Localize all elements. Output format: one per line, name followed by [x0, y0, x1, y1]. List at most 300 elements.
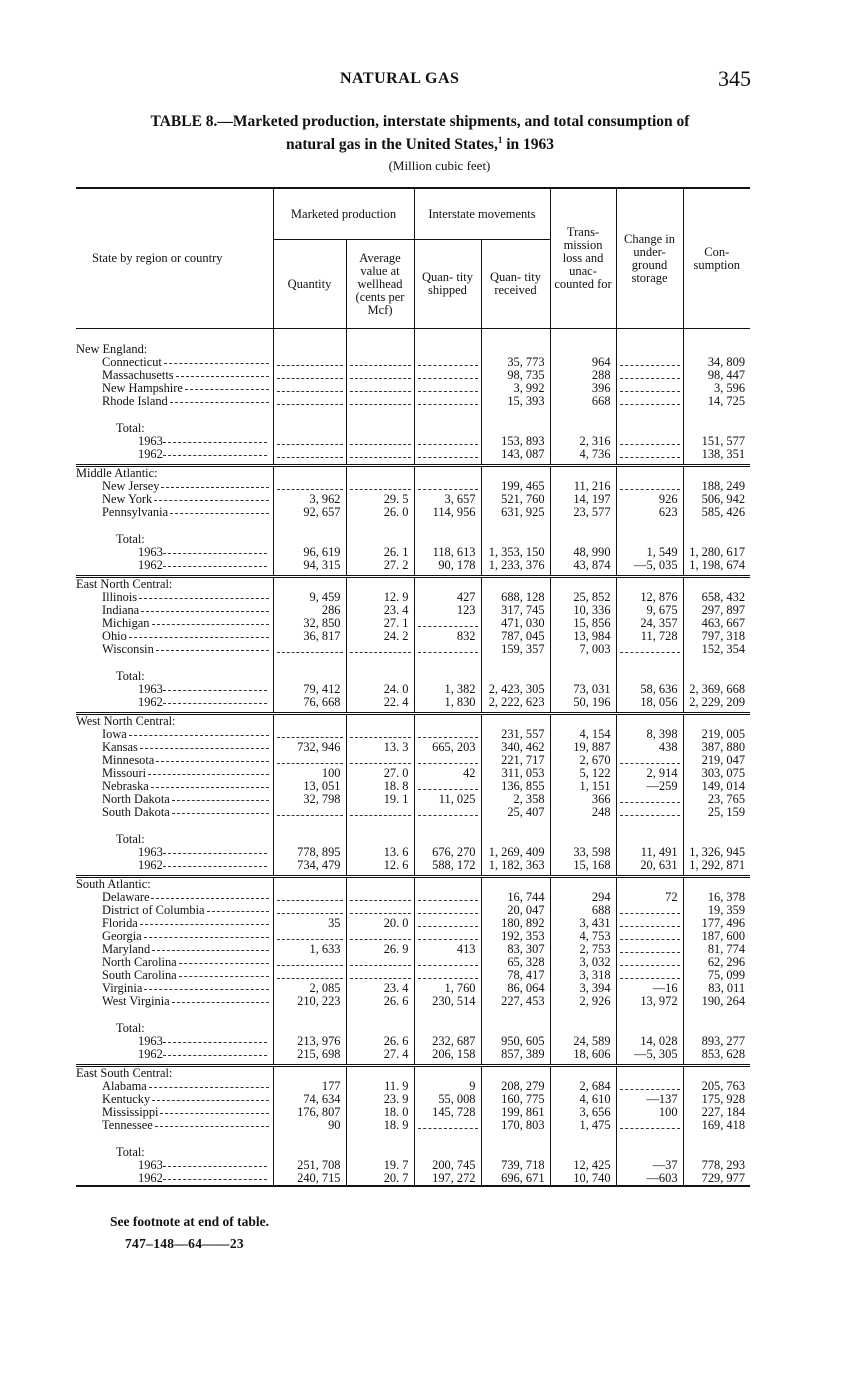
dot-leader [140, 748, 269, 749]
empty-cell [346, 448, 414, 461]
value-cell: —137 [616, 1093, 683, 1106]
empty-cell [616, 643, 683, 656]
value-cell: 1, 198, 674 [683, 559, 750, 572]
row-label-text: Tennessee [102, 1119, 153, 1132]
blank-cell [550, 833, 616, 846]
empty-cell [273, 891, 346, 904]
empty-cell [414, 435, 481, 448]
row-label-text: 1962 [138, 1172, 163, 1185]
empty-cell [616, 793, 683, 806]
dot-leader [152, 1100, 269, 1101]
dash-leader [350, 483, 411, 490]
row-label-text: Minnesota [102, 754, 155, 767]
value-cell: 832 [414, 630, 481, 643]
empty-cell [273, 728, 346, 741]
blank-cell [616, 343, 683, 356]
row-label-text: West Virginia [102, 995, 170, 1008]
value-cell: 24. 0 [346, 683, 414, 696]
value-cell: 2, 085 [273, 982, 346, 995]
value-cell: 86, 064 [481, 982, 550, 995]
table-title-line-2 [75, 131, 765, 154]
dot-leader [144, 937, 269, 938]
empty-cell [414, 917, 481, 930]
value-cell: 123 [414, 604, 481, 617]
spacer-cell [76, 819, 273, 833]
blank-cell [346, 577, 414, 592]
row-label-text: New Jersey [102, 480, 160, 493]
empty-cell [616, 917, 683, 930]
blank-cell [616, 577, 683, 592]
row-label [76, 995, 273, 1008]
value-cell: 13. 6 [346, 846, 414, 859]
value-cell: 90, 178 [414, 559, 481, 572]
dash-leader [418, 483, 478, 490]
value-cell: 152, 354 [683, 643, 750, 656]
blank-cell [481, 422, 550, 435]
blank-cell [346, 1066, 414, 1081]
empty-cell [346, 382, 414, 395]
spacer-cell [273, 1132, 346, 1146]
dash-leader [418, 783, 478, 790]
value-cell: 2, 914 [616, 767, 683, 780]
total-year-row [76, 696, 750, 709]
row-label-text: South Dakota [102, 806, 170, 819]
dot-leader [207, 911, 269, 912]
blank-cell [683, 833, 750, 846]
row-label-text: 1962 [138, 448, 163, 461]
value-cell: 143, 087 [481, 448, 550, 461]
dot-leader [163, 690, 267, 691]
value-cell: 151, 577 [683, 435, 750, 448]
value-cell: 3, 318 [550, 969, 616, 982]
value-cell: 13. 3 [346, 741, 414, 754]
total-year-row [76, 435, 750, 448]
value-cell: 9 [414, 1080, 481, 1093]
spacer-cell [346, 519, 414, 533]
value-cell: 32, 798 [273, 793, 346, 806]
dot-leader [161, 487, 269, 488]
empty-cell [273, 382, 346, 395]
total-year-row [76, 546, 750, 559]
value-cell: 2, 369, 668 [683, 683, 750, 696]
dot-leader [163, 1042, 267, 1043]
blank-cell [550, 343, 616, 356]
spacer-cell [683, 819, 750, 833]
header-stub: State by region or country [76, 188, 273, 329]
empty-cell [273, 369, 346, 382]
blank-cell [550, 533, 616, 546]
value-cell: 14, 197 [550, 493, 616, 506]
spacer-cell [616, 408, 683, 422]
spacer-cell [273, 408, 346, 422]
row-label [76, 930, 273, 943]
row-label [76, 577, 273, 592]
row-label [76, 356, 273, 369]
blank-cell [481, 833, 550, 846]
value-cell: 190, 264 [683, 995, 750, 1008]
empty-cell [616, 754, 683, 767]
blank-cell [550, 466, 616, 481]
value-cell: 153, 893 [481, 435, 550, 448]
value-cell: 288 [550, 369, 616, 382]
value-cell: —603 [616, 1172, 683, 1186]
value-cell: 36, 817 [273, 630, 346, 643]
blank-cell [273, 533, 346, 546]
value-cell: 18. 8 [346, 780, 414, 793]
row-label-text: 1963 [138, 683, 163, 696]
total-year-row [76, 683, 750, 696]
empty-cell [616, 382, 683, 395]
value-cell: 16, 378 [683, 891, 750, 904]
spacer-row [76, 329, 750, 344]
empty-cell [414, 356, 481, 369]
dash-leader [350, 907, 411, 914]
value-cell: 778, 293 [683, 1159, 750, 1172]
blank-cell [683, 714, 750, 729]
value-cell: 100 [273, 767, 346, 780]
value-cell: 145, 728 [414, 1106, 481, 1119]
value-cell: 950, 605 [481, 1035, 550, 1048]
dot-leader [151, 898, 269, 899]
blank-cell [481, 1146, 550, 1159]
row-label-text: Virginia [102, 982, 143, 995]
row-label [76, 466, 273, 481]
row-label [76, 917, 273, 930]
value-cell: 1, 269, 409 [481, 846, 550, 859]
table-row [76, 617, 750, 630]
row-label-text: Total: [116, 1022, 145, 1035]
spacer-cell [414, 408, 481, 422]
value-cell: 92, 657 [273, 506, 346, 519]
total-year-row [76, 1172, 750, 1186]
value-cell: 2, 423, 305 [481, 683, 550, 696]
blank-cell [550, 1022, 616, 1035]
value-cell: 13, 984 [550, 630, 616, 643]
header-quantity-received: Quan- tity received [481, 240, 550, 329]
value-cell: 4, 753 [550, 930, 616, 943]
value-cell: —259 [616, 780, 683, 793]
blank-cell [346, 714, 414, 729]
value-cell: 1, 760 [414, 982, 481, 995]
blank-cell [481, 343, 550, 356]
spacer-cell [346, 1008, 414, 1022]
empty-cell [346, 356, 414, 369]
blank-cell [414, 877, 481, 892]
empty-cell [616, 806, 683, 819]
row-label-text: Iowa [102, 728, 127, 741]
spacer-cell [550, 519, 616, 533]
empty-cell [414, 806, 481, 819]
blank-cell [683, 877, 750, 892]
table-row [76, 982, 750, 995]
dash-leader [620, 757, 680, 764]
row-label-text: Middle Atlantic: [76, 466, 158, 480]
value-cell: 588, 172 [414, 859, 481, 872]
value-cell: 188, 249 [683, 480, 750, 493]
dash-leader [277, 894, 343, 901]
dash-leader [620, 451, 680, 458]
total-label-row [76, 1146, 750, 1159]
value-cell: 387, 880 [683, 741, 750, 754]
row-label [76, 1022, 273, 1035]
value-cell: 16, 744 [481, 891, 550, 904]
header-consumption: Con- sumption [683, 188, 750, 329]
row-label-text: Indiana [102, 604, 140, 617]
value-cell: 232, 687 [414, 1035, 481, 1048]
value-cell: 118, 613 [414, 546, 481, 559]
value-cell: 665, 203 [414, 741, 481, 754]
dash-leader [418, 920, 478, 927]
row-label [76, 728, 273, 741]
value-cell: 27. 4 [346, 1048, 414, 1061]
empty-cell [273, 754, 346, 767]
value-cell: 3, 596 [683, 382, 750, 395]
footnote-marker: 1 [497, 135, 503, 145]
dot-leader [163, 442, 267, 443]
spacer-cell [76, 408, 273, 422]
row-label-text: East South Central: [76, 1066, 173, 1080]
empty-cell [346, 930, 414, 943]
blank-cell [550, 1146, 616, 1159]
value-cell: 231, 557 [481, 728, 550, 741]
value-cell: 427 [414, 591, 481, 604]
spacer-cell [616, 1132, 683, 1146]
dot-leader [176, 376, 269, 377]
blank-cell [346, 833, 414, 846]
blank-cell [481, 714, 550, 729]
empty-cell [616, 930, 683, 943]
blank-cell [414, 577, 481, 592]
row-label [76, 1035, 273, 1048]
value-cell: 65, 328 [481, 956, 550, 969]
spacer-cell [616, 819, 683, 833]
dash-leader [418, 972, 478, 979]
dash-leader [277, 907, 343, 914]
dash-leader [620, 907, 680, 914]
row-label [76, 859, 273, 872]
value-cell: 26. 0 [346, 506, 414, 519]
spacer-cell [616, 519, 683, 533]
value-cell: 19, 887 [550, 741, 616, 754]
value-cell: 48, 990 [550, 546, 616, 559]
value-cell: 20, 047 [481, 904, 550, 917]
empty-cell [414, 930, 481, 943]
value-cell: 12, 876 [616, 591, 683, 604]
row-label [76, 630, 273, 643]
value-cell: 83, 011 [683, 982, 750, 995]
row-label-text: Kansas [102, 741, 138, 754]
value-cell: 340, 462 [481, 741, 550, 754]
blank-cell [481, 1066, 550, 1081]
dot-leader [155, 1126, 269, 1127]
value-cell: 471, 030 [481, 617, 550, 630]
row-label-text: 1963 [138, 546, 163, 559]
table-row [76, 506, 750, 519]
spacer-cell [76, 329, 273, 344]
value-cell: 159, 357 [481, 643, 550, 656]
row-label [76, 969, 273, 982]
empty-cell [346, 643, 414, 656]
row-label [76, 877, 273, 892]
blank-cell [273, 1146, 346, 1159]
spacer-cell [683, 1008, 750, 1022]
value-cell: 317, 745 [481, 604, 550, 617]
title-text-year: in 1963 [502, 136, 555, 154]
row-label-text: East North Central: [76, 577, 173, 591]
blank-cell [414, 1022, 481, 1035]
dot-leader [144, 989, 269, 990]
empty-cell [346, 369, 414, 382]
dot-leader [129, 637, 269, 638]
value-cell: 24, 589 [550, 1035, 616, 1048]
blank-cell [616, 714, 683, 729]
value-cell: 5, 122 [550, 767, 616, 780]
row-label-text: 1962 [138, 559, 163, 572]
dash-leader [350, 933, 411, 940]
value-cell: 98, 735 [481, 369, 550, 382]
value-cell: 76, 668 [273, 696, 346, 709]
value-cell: 200, 745 [414, 1159, 481, 1172]
table-row [76, 591, 750, 604]
dash-leader [350, 372, 411, 379]
value-cell: 23, 577 [550, 506, 616, 519]
value-cell: 688 [550, 904, 616, 917]
value-cell: 311, 053 [481, 767, 550, 780]
value-cell: 585, 426 [683, 506, 750, 519]
blank-cell [414, 714, 481, 729]
dash-leader [277, 385, 343, 392]
value-cell: 853, 628 [683, 1048, 750, 1061]
value-cell: 3, 657 [414, 493, 481, 506]
value-cell: 1, 382 [414, 683, 481, 696]
table-row [76, 1119, 750, 1132]
empty-cell [273, 435, 346, 448]
row-label-text: Nebraska [102, 780, 149, 793]
value-cell: 3, 431 [550, 917, 616, 930]
empty-cell [414, 969, 481, 982]
dash-leader [277, 483, 343, 490]
value-cell: 72 [616, 891, 683, 904]
value-cell: 2, 670 [550, 754, 616, 767]
row-label-text: Wisconsin [102, 643, 154, 656]
dash-leader [277, 809, 343, 816]
blank-cell [481, 1022, 550, 1035]
table-row [76, 904, 750, 917]
row-label [76, 793, 273, 806]
empty-cell [346, 904, 414, 917]
table-row [76, 728, 750, 741]
value-cell: 20. 0 [346, 917, 414, 930]
spacer-cell [550, 656, 616, 670]
value-cell: 187, 600 [683, 930, 750, 943]
row-label [76, 943, 273, 956]
blank-cell [683, 533, 750, 546]
dash-leader [350, 438, 411, 445]
empty-cell [616, 448, 683, 461]
value-cell: 23. 4 [346, 982, 414, 995]
table-row [76, 604, 750, 617]
value-cell: 83, 307 [481, 943, 550, 956]
empty-cell [414, 904, 481, 917]
value-cell: 197, 272 [414, 1172, 481, 1186]
total-year-row [76, 859, 750, 872]
spacer-cell [550, 408, 616, 422]
blank-cell [616, 1022, 683, 1035]
value-cell: 22. 4 [346, 696, 414, 709]
value-cell: 50, 196 [550, 696, 616, 709]
value-cell: 24, 357 [616, 617, 683, 630]
table-row [76, 480, 750, 493]
dot-leader [149, 1087, 269, 1088]
title-text: natural gas in the United States, [285, 136, 498, 154]
blank-cell [481, 670, 550, 683]
dash-leader [277, 731, 343, 738]
row-label [76, 1066, 273, 1081]
empty-cell [414, 643, 481, 656]
total-label-row [76, 422, 750, 435]
dot-leader [163, 1055, 267, 1056]
dot-leader [163, 1166, 267, 1167]
blank-cell [346, 343, 414, 356]
row-label-text: Maryland [102, 943, 151, 956]
table-title-line-1: TABLE 8.—Marketed production, interstate shipments, and total consumption of [150, 113, 690, 130]
spacer-cell [550, 819, 616, 833]
row-label [76, 604, 273, 617]
value-cell: 7, 003 [550, 643, 616, 656]
value-cell: 734, 479 [273, 859, 346, 872]
dot-leader [163, 455, 267, 456]
dot-leader [154, 500, 269, 501]
row-label [76, 1119, 273, 1132]
spacer-cell [481, 408, 550, 422]
spacer-cell [273, 1008, 346, 1022]
blank-cell [683, 1022, 750, 1035]
dash-leader [418, 646, 478, 653]
value-cell: 1, 151 [550, 780, 616, 793]
value-cell: 294 [550, 891, 616, 904]
value-cell: 11. 9 [346, 1080, 414, 1093]
empty-cell [346, 728, 414, 741]
dash-leader [418, 959, 478, 966]
value-cell: 1, 353, 150 [481, 546, 550, 559]
empty-cell [273, 395, 346, 408]
dot-leader [172, 813, 269, 814]
dash-leader [350, 731, 411, 738]
blank-cell [550, 670, 616, 683]
spacer-cell [616, 656, 683, 670]
table-row [76, 741, 750, 754]
blank-cell [616, 670, 683, 683]
value-cell: 12, 425 [550, 1159, 616, 1172]
value-cell: 1, 292, 871 [683, 859, 750, 872]
dash-leader [620, 809, 680, 816]
empty-cell [414, 617, 481, 630]
row-label-text: Total: [116, 1146, 145, 1159]
dash-leader [350, 385, 411, 392]
value-cell: 658, 432 [683, 591, 750, 604]
dash-leader [620, 796, 680, 803]
table-row [76, 969, 750, 982]
spacer-cell [273, 819, 346, 833]
table-row [76, 930, 750, 943]
spacer-cell [273, 329, 346, 344]
spacer-cell [76, 656, 273, 670]
row-label-text: 1962 [138, 696, 163, 709]
blank-cell [683, 466, 750, 481]
total-label-row [76, 670, 750, 683]
dash-leader [350, 646, 411, 653]
empty-cell [414, 1119, 481, 1132]
